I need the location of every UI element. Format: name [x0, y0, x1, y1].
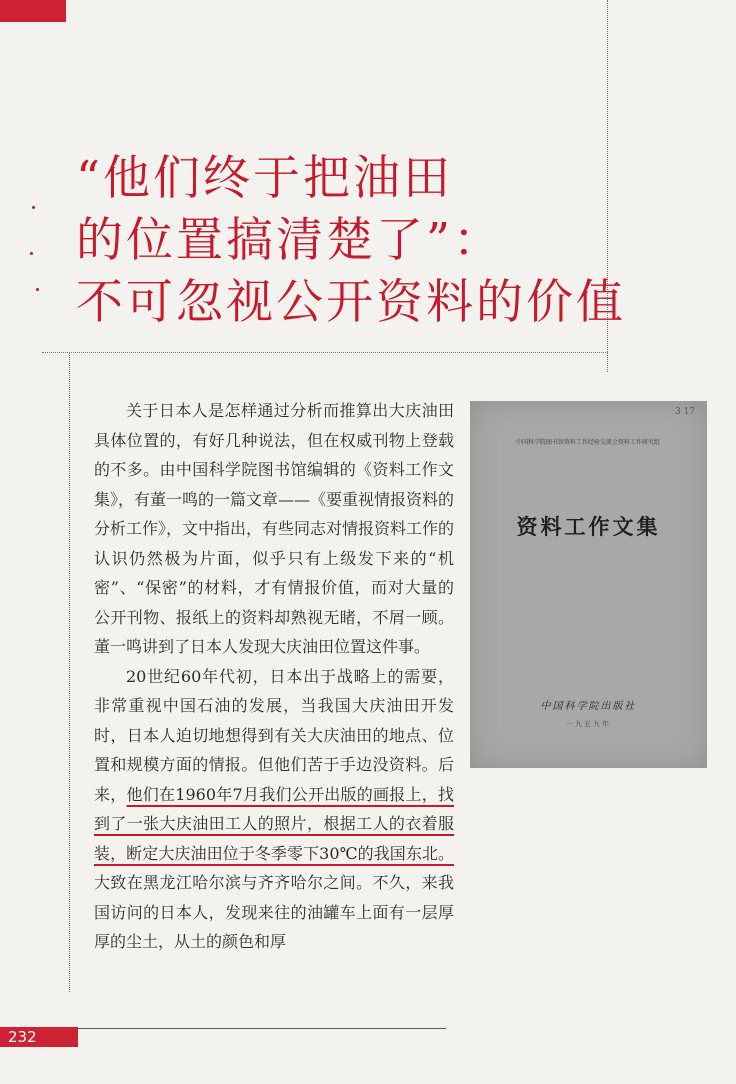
decorative-dots	[28, 200, 42, 300]
article-body	[94, 396, 454, 957]
underlined-passage: 他们在1960年7月我们公开出版的画报上，找到了一张大庆油田工人的照片，根据工人的衣着服装，断定大庆油田位于冬季零下30℃的我国东北。	[94, 784, 454, 863]
paragraph-1: 关于日本人是怎样通过分析而推算出大庆油田具体位置的，有好几种说法，但在权威刊物上登载的不多。由中国科学院图书馆编辑的《资料工作文集》，有董一鸣的一篇文章——《要重视情报资料的分析工作》，文中指出，有些同志对情报资料工作的认识仍然极为片面，似乎只有上级发下来的“机密”、“保密”的材料，才有情报价值，而对大量的公开刊物、报纸上的资料却熟视无睹，不屑一顾。董一鸣讲到了日本人发现大庆油田位置这件事。	[94, 401, 455, 656]
book-press: 中国科学院出版社	[540, 701, 637, 712]
frame-top-line	[42, 352, 608, 353]
frame-left-line	[69, 352, 70, 992]
book-number: 3 17	[674, 407, 695, 417]
article-title	[76, 148, 626, 334]
book-cover-photo	[470, 401, 707, 768]
page-number: 232	[0, 1027, 78, 1047]
book-publisher-line: 中国科学院图书馆资料工作经验交流会资料工作研究组	[515, 439, 660, 446]
title-line-3: 不可忽视公开资料的价值	[76, 275, 626, 330]
book-title: 资料工作文集	[516, 514, 661, 539]
paragraph-2	[94, 662, 454, 957]
corner-red-tab	[0, 0, 66, 22]
paragraph-2-end: 大致在黑龙江哈尔滨与齐齐哈尔之间。不久，来我国访问的日本人，发现来往的油罐车上面有一层厚厚的尘土，从土的颜色和厚	[94, 873, 454, 951]
footer-rule	[60, 1028, 446, 1029]
title-line-1: “他们终于把油田	[76, 151, 454, 206]
title-line-2: 的位置搞清楚了”：	[76, 213, 504, 268]
paragraph-2-start: 20世纪60年代初，日本出于战略上的需要，非常重视中国石油的发展，当我国大庆油田开发时，日本人迫切地想得到有关大庆油田的地点、位置和规模方面的情报。但他们苦于手边没资料。后来，	[94, 666, 454, 804]
book-date: 一九五九年	[566, 720, 611, 728]
